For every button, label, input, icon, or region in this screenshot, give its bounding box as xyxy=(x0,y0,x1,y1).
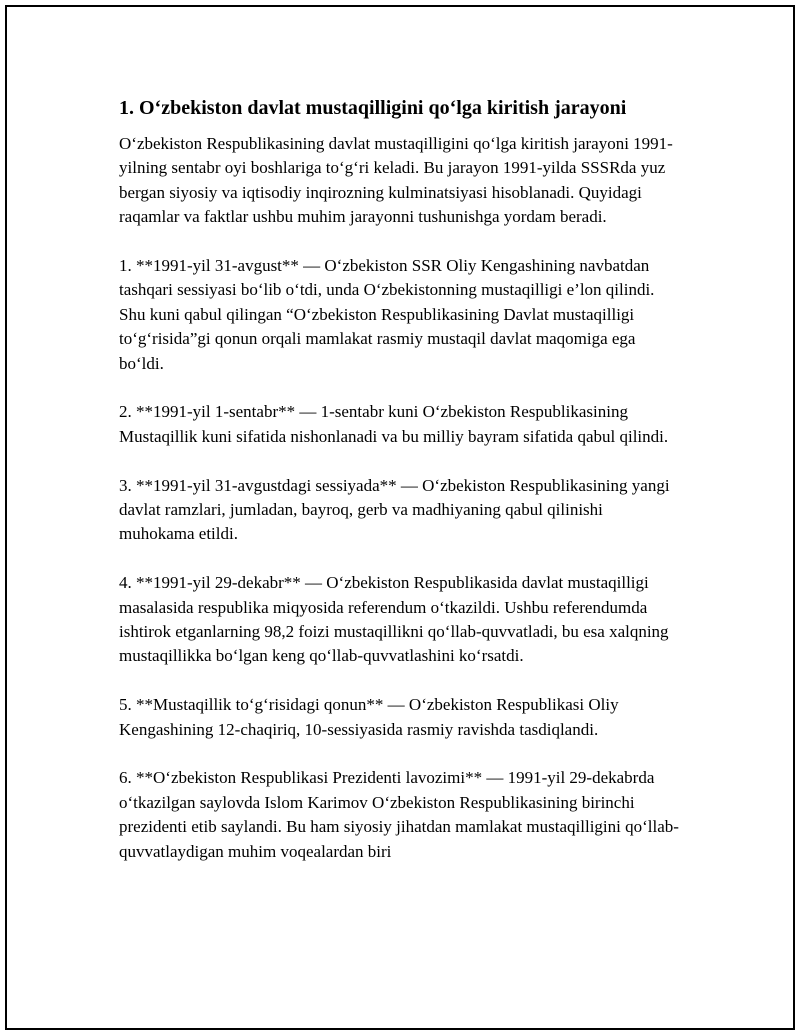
list-item: 2. **1991-yil 1-sentabr** — 1-sentabr kuni O‘zbekiston Respublikasining Mustaqillik kuni sifatida nishonlanadi va bu milliy bayram sifatida qabul qilindi. xyxy=(119,402,669,446)
list-item: 3. **1991-yil 31-avgustdagi sessiyada** — O‘zbekiston Respublikasining yangi davlat ramzlari, jumladan, bayroq, gerb va madhiyaning qabul qilinishi muhokama etildi. xyxy=(119,475,670,544)
list-item: 4. **1991-yil 29-dekabr** — O‘zbekiston Respublikasida davlat mustaqilligi masalasida respublika miqyosida referendum o‘tkazildi. Ushbu referendumda ishtirok etganlarning 98,2 foizi mustaqillikni qo‘llab-quvvatladi, bu esa xalqning mustaqillikka bo‘lgan keng qo‘llab-quvvatlashini ko‘rsatdi. xyxy=(119,573,669,666)
list-item: 1. **1991-yil 31-avgust** — O‘zbekiston SSR Oliy Kengashining navbatdan tashqari sessiyasi bo‘lib o‘tdi, unda O‘zbekistonning mustaqilligi e’lon qilindi. Shu kuni qabul qilingan “O‘zbekiston Respublikasining Davlat mustaqilligi to‘g‘risida”gi qonun orqali mamlakat rasmiy mustaqil davlat maqomiga ega bo‘ldi. xyxy=(119,256,655,373)
intro-paragraph: O‘zbekiston Respublikasining davlat mustaqilligini qo‘lga kiritish jarayoni 1991-yilning sentabr oyi boshlariga to‘g‘ri keladi. Bu jarayon 1991-yilda SSSRda yuz bergan siyosiy va iqtisodiy inqirozning kulminatsiyasi hisoblanadi. Quyidagi raqamlar va faktlar ushbu muhim jarayonni tushunishga yordam beradi. xyxy=(119,134,673,227)
list-item: 6. **O‘zbekiston Respublikasi Prezidenti lavozimi** — 1991-yil 29-dekabrda o‘tkazilgan saylovda Islom Karimov O‘zbekiston Respublikasining birinchi prezidenti etib saylandi. Bu ham siyosiy jihatdan mamlakat mustaqilligini qo‘llab-quvvatlaydigan muhim voqealardan biri xyxy=(119,768,679,861)
list-item: 5. **Mustaqillik to‘g‘risidagi qonun** — O‘zbekiston Respublikasi Oliy Kengashining 12-chaqiriq, 10-sessiyasida rasmiy ravishda tasdiqlandi. xyxy=(119,695,619,739)
document-body xyxy=(119,95,679,888)
document-page xyxy=(5,5,795,1030)
section-title: 1. O‘zbekiston davlat mustaqilligini qo‘lga kiritish jarayoni xyxy=(119,97,627,119)
